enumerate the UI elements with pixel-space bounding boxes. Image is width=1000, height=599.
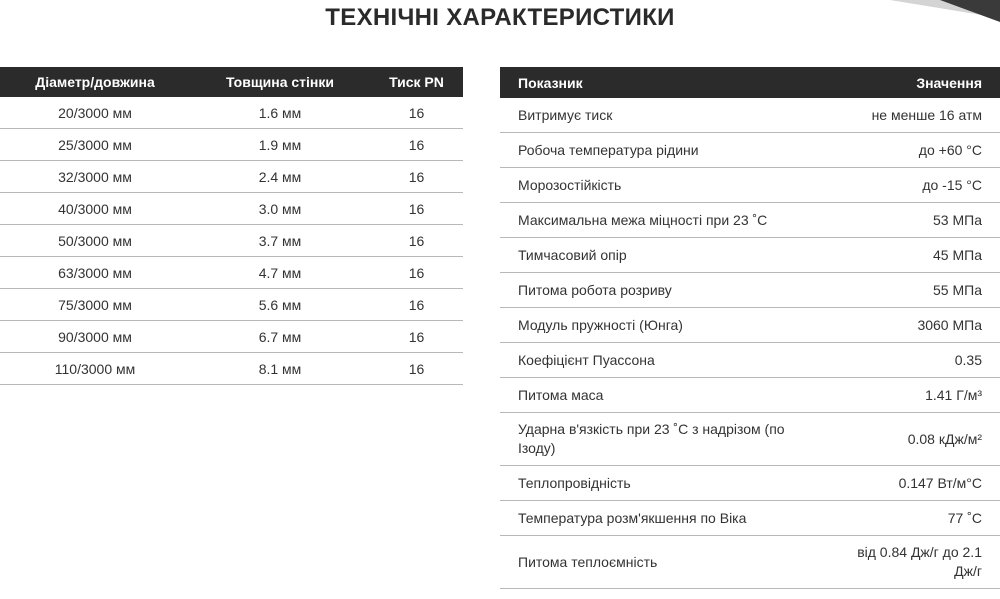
property-value: не менше 16 атм (819, 98, 1000, 133)
cell-diameter: 40/3000 мм (0, 193, 190, 225)
cell-diameter: 75/3000 мм (0, 289, 190, 321)
table-row (500, 168, 1000, 203)
cell-pressure: 16 (370, 321, 463, 353)
table-row (0, 161, 463, 193)
property-label: Теплопровідність (500, 466, 819, 501)
header-pressure-pn: Тиск PN (370, 67, 463, 97)
table-row (0, 97, 463, 129)
corner-decoration (880, 0, 1000, 28)
property-label: Максимальна межа міцності при 23 ˚С (500, 203, 819, 238)
cell-pressure: 16 (370, 257, 463, 289)
property-value: 0.147 Вт/м°С (819, 466, 1000, 501)
property-label: Температура розм'якшення по Віка (500, 501, 819, 536)
property-value: до -15 °С (819, 168, 1000, 203)
cell-thickness: 6.7 мм (190, 321, 370, 353)
property-label: Питома робота розриву (500, 273, 819, 308)
property-label: Морозостійкість (500, 168, 819, 203)
cell-thickness: 1.9 мм (190, 129, 370, 161)
property-label: Коефіцієнт Пуассона (500, 343, 819, 378)
cell-thickness: 4.7 мм (190, 257, 370, 289)
cell-pressure: 16 (370, 161, 463, 193)
table-row (0, 353, 463, 385)
property-label: Ударна в'язкість при 23 ˚С з надрізом (по Ізоду) (500, 413, 819, 466)
property-label: Модуль пружності (Юнга) (500, 308, 819, 343)
cell-thickness: 5.6 мм (190, 289, 370, 321)
sizes-table (0, 67, 463, 385)
property-value: 0.08 кДж/м² (819, 413, 1000, 466)
table-row (500, 466, 1000, 501)
table-row (0, 129, 463, 161)
table-row (500, 238, 1000, 273)
table-row (0, 225, 463, 257)
property-value: 0.35 (819, 343, 1000, 378)
table-row (500, 203, 1000, 238)
property-label: Питома маса (500, 378, 819, 413)
table-row (500, 308, 1000, 343)
cell-diameter: 50/3000 мм (0, 225, 190, 257)
table-row (500, 378, 1000, 413)
property-value: 53 МПа (819, 203, 1000, 238)
table-row (0, 193, 463, 225)
header-wall-thickness: Товщина стінки (190, 67, 370, 97)
property-value: 3060 МПа (819, 308, 1000, 343)
property-value: 45 МПа (819, 238, 1000, 273)
property-label: Тимчасовий опір (500, 238, 819, 273)
cell-thickness: 3.7 мм (190, 225, 370, 257)
table-row (500, 413, 1000, 466)
cell-pressure: 16 (370, 193, 463, 225)
cell-thickness: 2.4 мм (190, 161, 370, 193)
table-row (500, 343, 1000, 378)
cell-thickness: 1.6 мм (190, 97, 370, 129)
cell-diameter: 25/3000 мм (0, 129, 190, 161)
property-value: від 0.84 Дж/г до 2.1 Дж/г (819, 536, 1000, 589)
table-row (0, 289, 463, 321)
cell-diameter: 32/3000 мм (0, 161, 190, 193)
cell-diameter: 90/3000 мм (0, 321, 190, 353)
cell-thickness: 3.0 мм (190, 193, 370, 225)
table-row (500, 273, 1000, 308)
table-row (500, 536, 1000, 589)
cell-pressure: 16 (370, 353, 463, 385)
table-row (0, 321, 463, 353)
cell-pressure: 16 (370, 129, 463, 161)
table-row (500, 98, 1000, 133)
property-label: Витримує тиск (500, 98, 819, 133)
header-value: Значення (819, 67, 1000, 98)
cell-pressure: 16 (370, 289, 463, 321)
table-row (0, 257, 463, 289)
table-row (500, 133, 1000, 168)
cell-pressure: 16 (370, 97, 463, 129)
properties-header-row (500, 67, 1000, 98)
property-value: 55 МПа (819, 273, 1000, 308)
property-value: 77 ˚С (819, 501, 1000, 536)
cell-thickness: 8.1 мм (190, 353, 370, 385)
cell-diameter: 110/3000 мм (0, 353, 190, 385)
cell-diameter: 20/3000 мм (0, 97, 190, 129)
property-label: Робоча температура рідини (500, 133, 819, 168)
header-diameter-length: Діаметр/довжина (0, 67, 190, 97)
property-value: до +60 °С (819, 133, 1000, 168)
page-title: ТЕХНІЧНІ ХАРАКТЕРИСТИКИ (325, 4, 675, 31)
cell-diameter: 63/3000 мм (0, 257, 190, 289)
property-value: 1.41 Г/м³ (819, 378, 1000, 413)
properties-table (500, 67, 1000, 589)
header-property: Показник (500, 67, 819, 98)
cell-pressure: 16 (370, 225, 463, 257)
table-row (500, 501, 1000, 536)
sizes-header-row (0, 67, 463, 97)
property-label: Питома теплоємність (500, 536, 819, 589)
